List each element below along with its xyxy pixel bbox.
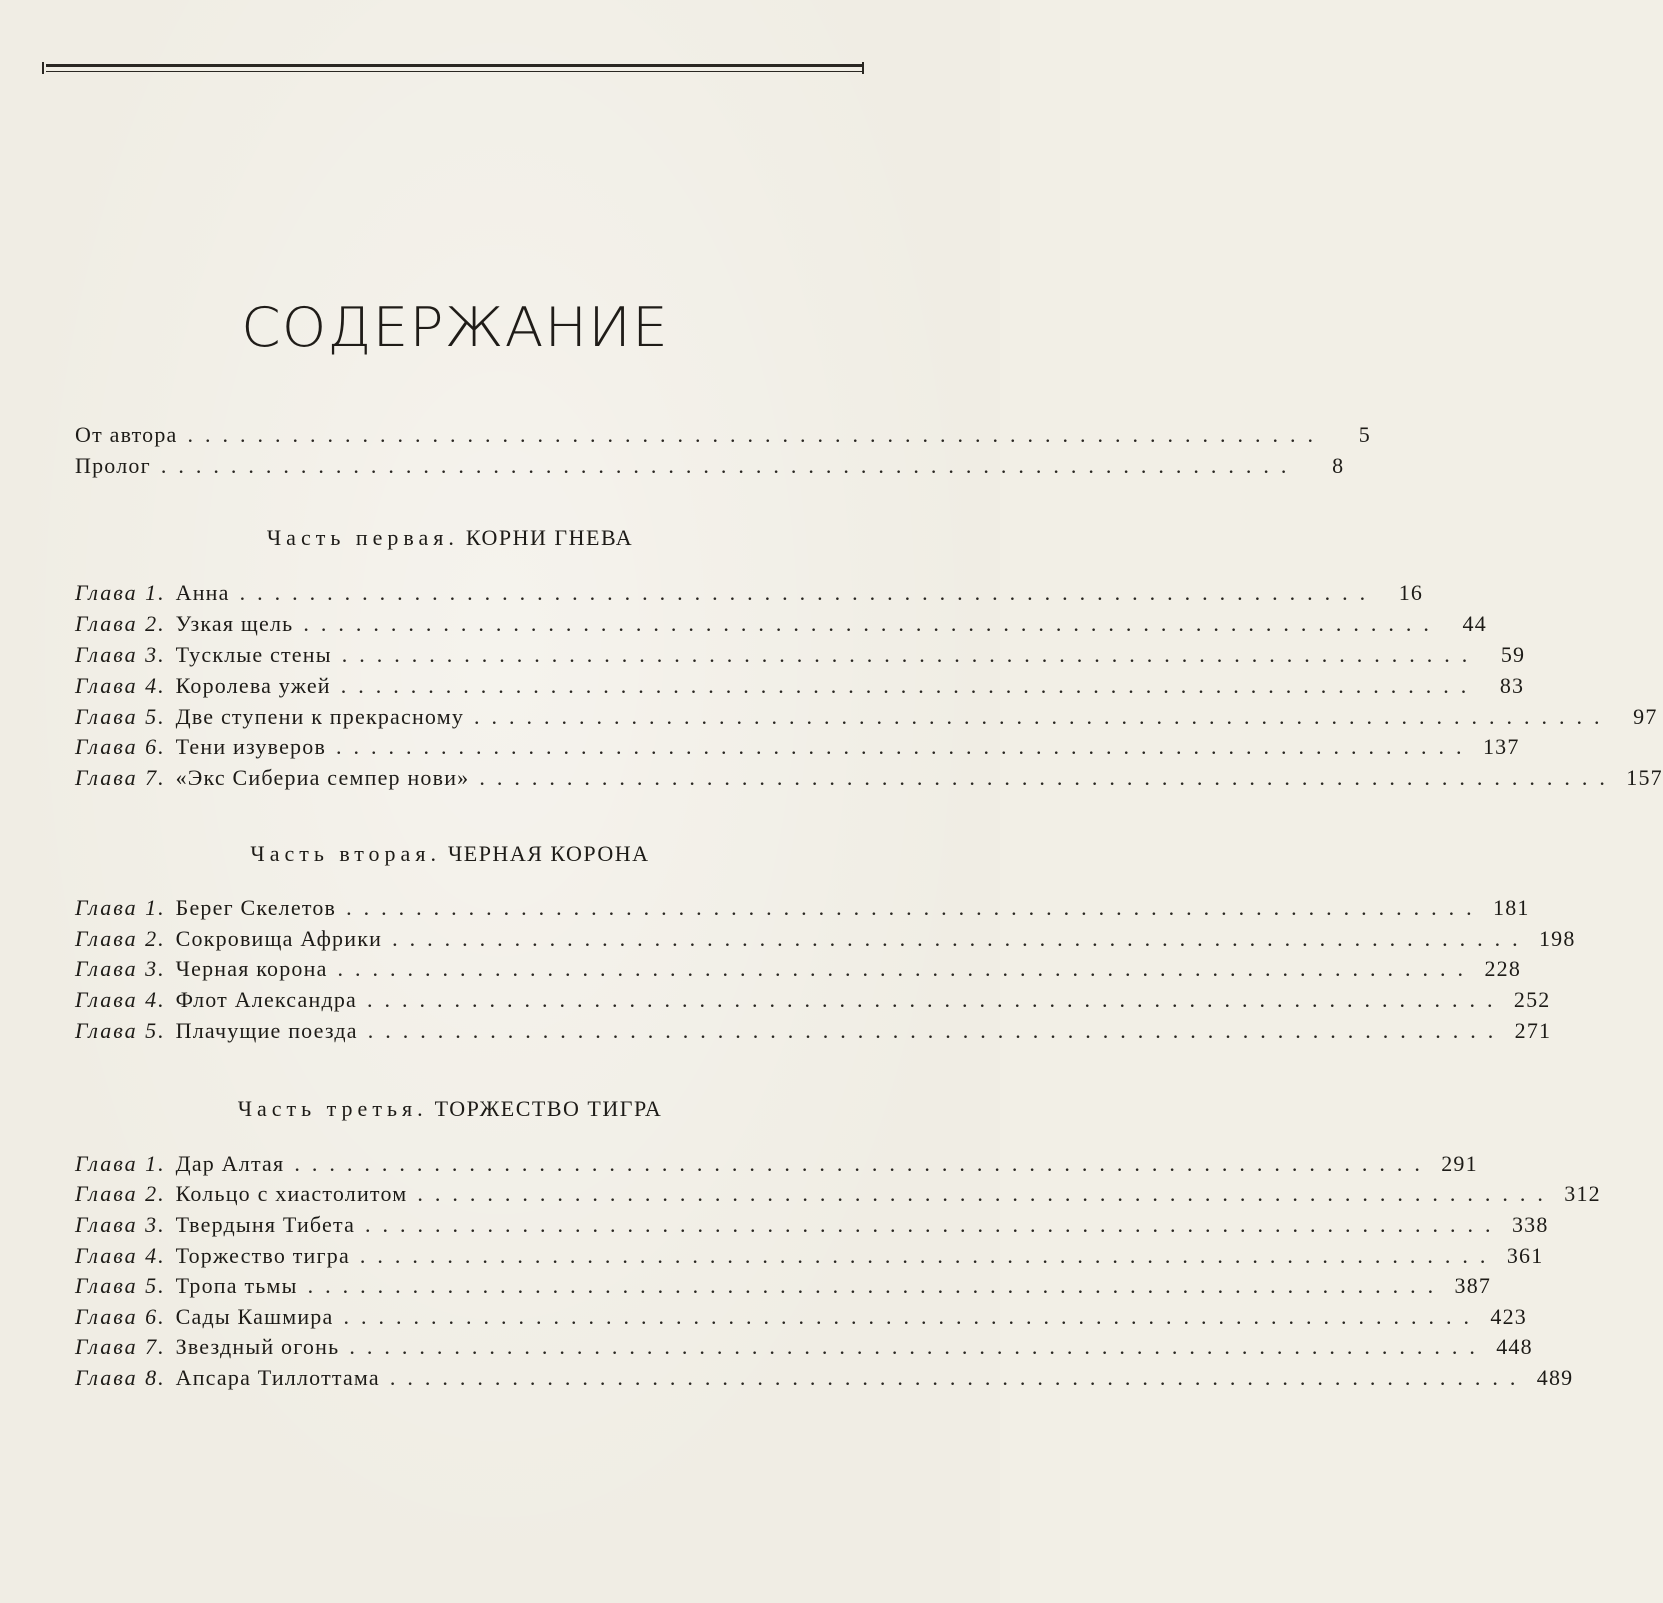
entry-title: Тени изуверов bbox=[175, 734, 327, 759]
page-title: СОДЕРЖАНИЕ bbox=[241, 296, 669, 359]
entry-page: 448 bbox=[1496, 1334, 1533, 1359]
dot-leader: ................................................................. bbox=[160, 453, 1299, 478]
dot-leader: ................................................................. bbox=[367, 1018, 1506, 1043]
entry-page: 312 bbox=[1564, 1181, 1601, 1206]
dot-leader: ................................................................. bbox=[346, 895, 1484, 920]
toc-entry[interactable] bbox=[75, 955, 1522, 983]
entry-title: Флот Александра bbox=[175, 987, 357, 1012]
entry-title: Торжество тигра bbox=[175, 1243, 350, 1268]
entry-page: 228 bbox=[1484, 956, 1522, 981]
chapter-number: Глава 6. bbox=[75, 734, 166, 759]
rule-line-thin bbox=[46, 71, 864, 72]
part-prefix: Часть первая. bbox=[266, 525, 459, 550]
dot-leader: ................................................................. bbox=[474, 704, 1612, 729]
chapter-number: Глава 2. bbox=[75, 1181, 166, 1206]
entry-title: «Экс Сибериа семпер нови» bbox=[175, 765, 470, 790]
toc-entry[interactable] bbox=[75, 986, 1551, 1014]
rule-cap-left bbox=[42, 62, 44, 74]
toc-entry[interactable] bbox=[75, 733, 1520, 761]
entry-page: 8 bbox=[1332, 453, 1345, 478]
entry-title: Две ступени к прекрасному bbox=[175, 704, 465, 729]
entry-title: Пролог bbox=[75, 453, 151, 478]
dot-leader: ................................................................. bbox=[340, 673, 1479, 698]
entry-title: Узкая щель bbox=[175, 611, 294, 636]
entry-title: Королева ужей bbox=[175, 673, 331, 698]
entry-page: 59 bbox=[1500, 642, 1526, 667]
toc-entry[interactable] bbox=[75, 1272, 1492, 1300]
part-heading-2 bbox=[0, 839, 900, 869]
dot-leader: ................................................................. bbox=[307, 1273, 1446, 1298]
top-decorative-rule bbox=[42, 62, 864, 74]
entry-page: 137 bbox=[1482, 734, 1520, 759]
dot-leader: ................................................................. bbox=[341, 642, 1480, 667]
entry-title: Тусклые стены bbox=[175, 642, 332, 667]
toc-entry[interactable] bbox=[75, 1333, 1533, 1361]
toc-entry[interactable] bbox=[75, 764, 1663, 792]
entry-page: 198 bbox=[1538, 926, 1576, 951]
dot-leader: ................................................................. bbox=[294, 1151, 1432, 1176]
chapter-number: Глава 7. bbox=[75, 765, 166, 790]
toc-entry-prologue[interactable] bbox=[75, 452, 1345, 480]
dot-leader: ................................................................. bbox=[367, 987, 1505, 1012]
chapter-number: Глава 5. bbox=[75, 1273, 166, 1298]
chapter-number: Глава 2. bbox=[75, 611, 166, 636]
part-prefix: Часть вторая. bbox=[250, 841, 441, 866]
entry-title: От автора bbox=[75, 422, 178, 447]
toc-entry[interactable] bbox=[75, 703, 1658, 731]
toc-entry[interactable] bbox=[75, 672, 1525, 700]
entry-page: 5 bbox=[1358, 422, 1371, 447]
toc-entry[interactable] bbox=[75, 1303, 1527, 1331]
toc-entry[interactable] bbox=[75, 1017, 1552, 1045]
rule-cap-right bbox=[862, 62, 864, 74]
entry-page: 157 bbox=[1626, 765, 1663, 790]
entry-page: 252 bbox=[1513, 987, 1551, 1012]
part-prefix: Часть третья. bbox=[237, 1096, 428, 1121]
entry-title: Сады Кашмира bbox=[175, 1304, 334, 1329]
chapter-number: Глава 5. bbox=[75, 704, 166, 729]
chapter-number: Глава 6. bbox=[75, 1304, 166, 1329]
dot-leader: ................................................................. bbox=[343, 1304, 1481, 1329]
chapter-number: Глава 2. bbox=[75, 926, 166, 951]
toc-entry[interactable] bbox=[75, 641, 1526, 669]
entry-page: 44 bbox=[1462, 611, 1487, 636]
entry-title: Апсара Тиллоттама bbox=[175, 1365, 380, 1390]
dot-leader: ................................................................. bbox=[389, 1365, 1528, 1390]
chapter-number: Глава 3. bbox=[75, 956, 166, 981]
entry-title: Сокровища Африки bbox=[175, 926, 383, 951]
entry-page: 291 bbox=[1441, 1151, 1478, 1176]
toc-entry[interactable] bbox=[75, 1364, 1574, 1392]
dot-leader: ................................................................. bbox=[365, 1212, 1503, 1237]
part-name: КОРНИ ГНЕВА bbox=[465, 525, 634, 550]
entry-page: 83 bbox=[1499, 673, 1525, 698]
entry-title: Тропа тьмы bbox=[175, 1273, 298, 1298]
entry-page: 271 bbox=[1514, 1018, 1552, 1043]
entry-title: Звездный огонь bbox=[175, 1334, 340, 1359]
dot-leader: ................................................................. bbox=[392, 926, 1530, 951]
rule-line-thick bbox=[46, 64, 864, 67]
toc-entry[interactable] bbox=[75, 579, 1424, 607]
entry-title: Дар Алтая bbox=[175, 1151, 285, 1176]
dot-leader: ................................................................. bbox=[349, 1334, 1487, 1359]
toc-entry[interactable] bbox=[75, 1180, 1601, 1208]
chapter-number: Глава 4. bbox=[75, 1243, 166, 1268]
toc-entry[interactable] bbox=[75, 894, 1530, 922]
entry-title: Анна bbox=[175, 580, 230, 605]
entry-page: 16 bbox=[1398, 580, 1424, 605]
toc-entry[interactable] bbox=[75, 925, 1576, 953]
chapter-number: Глава 5. bbox=[75, 1018, 166, 1043]
part-name: ТОРЖЕСТВО ТИГРА bbox=[434, 1096, 663, 1121]
toc-entry-author[interactable] bbox=[75, 421, 1371, 449]
dot-leader: ................................................................. bbox=[417, 1181, 1555, 1206]
chapter-number: Глава 4. bbox=[75, 987, 166, 1012]
dot-leader: ................................................................. bbox=[187, 422, 1325, 447]
toc-entry[interactable] bbox=[75, 1211, 1549, 1239]
entry-title: Берег Скелетов bbox=[175, 895, 337, 920]
part-heading-1 bbox=[0, 523, 900, 553]
chapter-number: Глава 1. bbox=[75, 580, 166, 605]
toc-entry[interactable] bbox=[75, 1150, 1478, 1178]
entry-title: Черная корона bbox=[175, 956, 328, 981]
entry-title: Плачущие поезда bbox=[175, 1018, 358, 1043]
entry-page: 489 bbox=[1536, 1365, 1574, 1390]
chapter-number: Глава 1. bbox=[75, 895, 166, 920]
chapter-number: Глава 1. bbox=[75, 1151, 166, 1176]
entry-page: 387 bbox=[1454, 1273, 1492, 1298]
toc-entry[interactable] bbox=[75, 1242, 1544, 1270]
chapter-number: Глава 3. bbox=[75, 1212, 166, 1237]
entry-title: Твердыня Тибета bbox=[175, 1212, 356, 1237]
entry-title: Кольцо с хиастолитом bbox=[175, 1181, 408, 1206]
dot-leader: ................................................................. bbox=[239, 580, 1378, 605]
part-name: ЧЕРНАЯ КОРОНА bbox=[447, 841, 650, 866]
entry-page: 338 bbox=[1511, 1212, 1549, 1237]
chapter-number: Глава 7. bbox=[75, 1334, 166, 1359]
dot-leader: ................................................................. bbox=[336, 734, 1474, 759]
chapter-number: Глава 8. bbox=[75, 1365, 166, 1390]
entry-page: 181 bbox=[1493, 895, 1530, 920]
entry-page: 423 bbox=[1490, 1304, 1527, 1329]
dot-leader: ................................................................. bbox=[479, 765, 1617, 790]
chapter-number: Глава 4. bbox=[75, 673, 166, 698]
entry-page: 97 bbox=[1633, 704, 1658, 729]
chapter-number: Глава 3. bbox=[75, 642, 166, 667]
part-heading-3 bbox=[0, 1094, 900, 1124]
entry-page: 361 bbox=[1506, 1243, 1544, 1268]
dot-leader: ................................................................. bbox=[359, 1243, 1498, 1268]
dot-leader: ................................................................. bbox=[337, 956, 1476, 981]
toc-entry[interactable] bbox=[75, 610, 1487, 638]
dot-leader: ................................................................. bbox=[303, 611, 1441, 636]
